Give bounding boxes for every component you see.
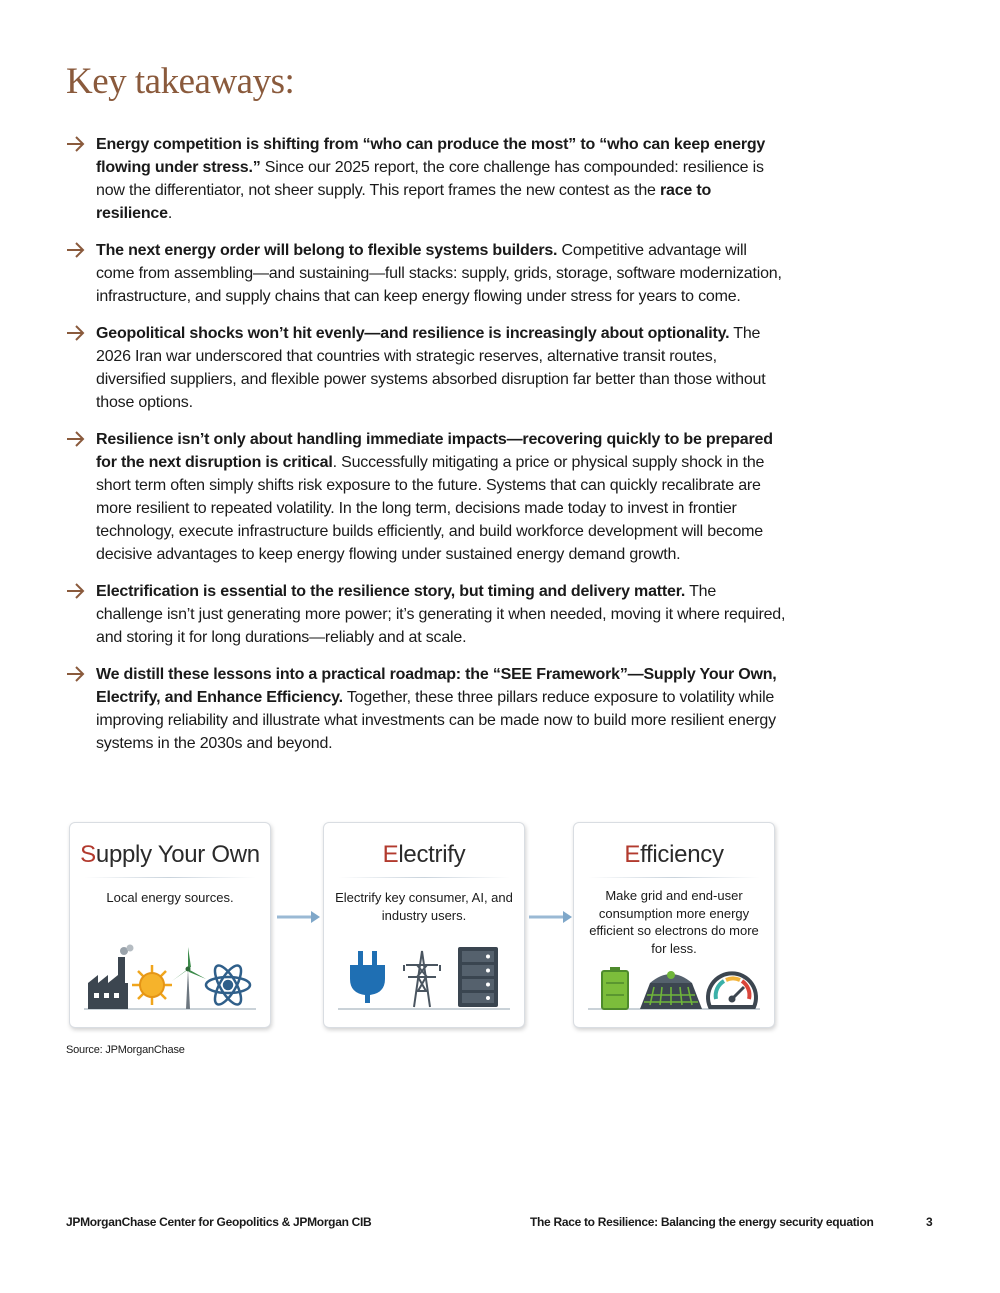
card-title — [70, 841, 270, 869]
page-title: Key takeaways: — [66, 61, 295, 102]
takeaways-list — [66, 133, 786, 769]
card-icons — [584, 943, 764, 1015]
arrow-right-icon — [275, 910, 321, 924]
wind-turbine-icon — [172, 947, 206, 1009]
takeaway-heading: The next energy order will belong to flexible systems builders. — [96, 242, 558, 259]
card-description: Electrify key consumer, AI, and industry users. — [335, 890, 513, 923]
factory-icon — [88, 945, 134, 1010]
card-divider — [588, 877, 760, 878]
takeaway-heading: We distill these lessons into a practical roadmap: the “SEE Framework”—Supply Your Own, Electrify, and Enhance Efficiency. — [96, 666, 777, 706]
plug-icon — [350, 951, 385, 1003]
battery-icon — [602, 967, 628, 1009]
arrow-right-icon — [66, 582, 86, 600]
server-rack-icon — [458, 947, 498, 1007]
page-number: 3 — [926, 1215, 933, 1229]
takeaway-item — [66, 133, 786, 225]
arrow-right-icon — [66, 430, 86, 448]
takeaway-heading: Resilience isn’t only about handling immediate impacts—recovering quickly to be prepared for the next disruption is critical — [96, 431, 773, 471]
gauge-icon — [708, 973, 756, 1007]
footer-report-title: The Race to Resilience: Balancing the energy security equation — [530, 1215, 874, 1229]
takeaway-text: . Successfully mitigating a price or physical supply shock in the short term often simply shifts risk exposure to the future. Systems that can quickly recalibrate are more resilient to repeated volatility. In the long term, decisions made today to invest in frontier technology, execute infrastructure builds efficiently, and build workforce development will become decisive advantages to keep energy flowing under sustained energy demand growth. — [96, 454, 765, 563]
arrow-right-icon — [66, 241, 86, 259]
card-divider — [84, 877, 256, 878]
footer-publisher: JPMorganChase Center for Geopolitics & JPMorgan CIB — [66, 1215, 372, 1229]
card-divider — [338, 877, 510, 878]
sun-icon — [132, 965, 172, 1005]
takeaway-heading: Electrification is essential to the resilience story, but timing and delivery matter. — [96, 583, 686, 600]
takeaway-item — [66, 663, 786, 755]
source-note: Source: JPMorganChase — [66, 1044, 185, 1056]
card-title-initial: E — [382, 841, 399, 868]
card-supply-your-own — [69, 822, 271, 1028]
transmission-tower-icon — [404, 951, 440, 1007]
card-description: Make grid and end-user consumption more energy efficient so electrons do more for less. — [589, 888, 759, 956]
card-title-rest: lectrify — [398, 841, 466, 868]
takeaway-text: Since our 2025 report, the core challenge has compounded: resilience is now the differentiator, not sheer supply. This report frames the new contest as the — [96, 159, 764, 199]
card-electrify — [323, 822, 525, 1028]
card-description: Local energy sources. — [106, 890, 234, 905]
card-title-initial: S — [80, 841, 96, 868]
takeaway-text: The challenge isn’t just generating more power; it’s generating it when needed, moving it where required, and storing it for long durations—reliably and at scale. — [96, 583, 786, 646]
arrow-right-icon — [66, 324, 86, 342]
takeaway-text: The 2026 Iran war underscored that countries with strategic reserves, alternative transit routes, diversified suppliers, and flexible power systems absorbed disruption far better than those without those options. — [96, 325, 766, 411]
arrow-right-icon — [66, 135, 86, 153]
takeaway-text: Competitive advantage will come from assembling—and sustaining—full stacks: supply, grids, storage, software modernization, infrastructure, and supply chains that can keep energy flowing under stress for years to come. — [96, 242, 782, 305]
takeaway-item — [66, 580, 786, 649]
card-icons — [80, 943, 260, 1015]
card-title-initial: E — [624, 841, 641, 868]
takeaway-item — [66, 428, 786, 566]
takeaway-emphasis: race to resilience — [96, 182, 712, 222]
card-title-rest: fficiency — [640, 841, 724, 868]
takeaway-item — [66, 322, 786, 414]
takeaway-item — [66, 239, 786, 308]
takeaway-heading: Geopolitical shocks won’t hit evenly—and resilience is increasingly about optionality. — [96, 325, 730, 342]
card-title-rest: upply Your Own — [95, 841, 260, 868]
see-framework-diagram — [69, 822, 777, 1030]
card-title — [574, 841, 774, 869]
card-title — [324, 841, 524, 869]
solar-panel-icon — [640, 971, 702, 1009]
card-icons — [334, 943, 514, 1015]
atom-icon — [206, 962, 250, 1008]
takeaway-text: Together, these three pillars reduce exposure to volatility while improving reliability and illustrate what investments can be made now to build more resilient energy systems in the 2030s and beyond. — [96, 689, 776, 752]
takeaway-heading: Energy competition is shifting from “who can produce the most” to “who can keep energy flowing under stress.” — [96, 136, 766, 176]
arrow-right-icon — [66, 665, 86, 683]
takeaway-text-end: . — [167, 205, 173, 222]
arrow-right-icon — [527, 910, 573, 924]
card-efficiency — [573, 822, 775, 1028]
